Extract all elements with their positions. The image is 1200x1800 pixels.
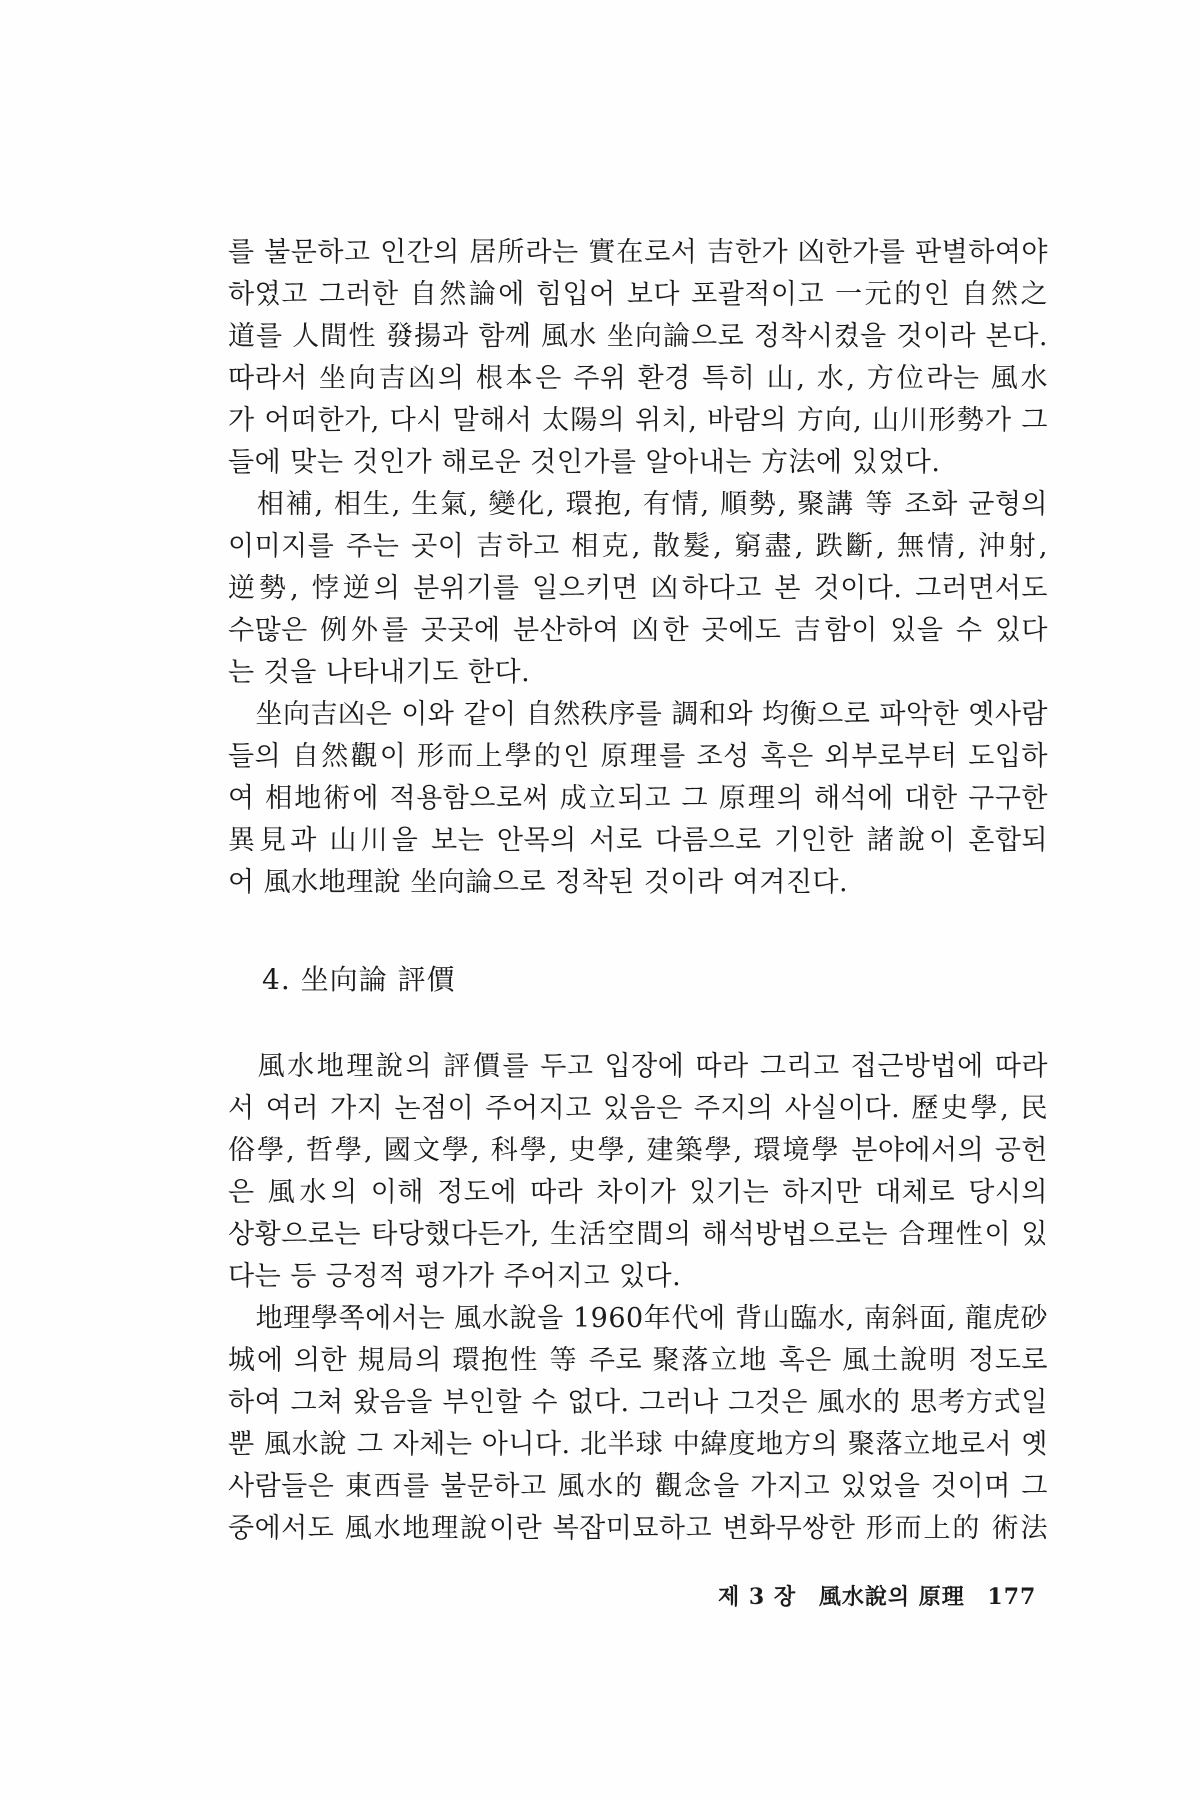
- text-line: 가 어떠한가, 다시 말해서 太陽의 위치, 바람의 方向, 山川形勢가 그: [228, 405, 1048, 436]
- paragraph-4: [228, 1046, 1048, 1298]
- text-line: 하였고 그러한 自然論에 힘입어 보다 포괄적이고 一元的인 自然之: [228, 279, 1048, 310]
- text-line: 道를 人間性 發揚과 함께 風水 坐向論으로 정착시켰을 것이라 본다.: [228, 321, 1048, 352]
- text-line: 는 것을 나타내기도 한다.: [228, 657, 531, 688]
- page-number: 177: [987, 1584, 1037, 1610]
- page-footer: [718, 1580, 1050, 1611]
- text-line: 중에서도 風水地理說이란 복잡미묘하고 변화무쌍한 形而上的 術法: [228, 1513, 1048, 1544]
- paragraph-2: [228, 484, 1048, 694]
- text-line: 어 風水地理說 坐向論으로 정착된 것이라 여겨진다.: [228, 867, 849, 898]
- text-line: 를 불문하고 인간의 居所라는 實在로서 吉한가 凶한가를 판별하여야: [228, 237, 1048, 268]
- text-line: 상황으로는 타당했다든가, 生活空間의 해석방법으로는 合理性이 있: [228, 1219, 1048, 1250]
- text-line: 相補, 相生, 生氣, 變化, 環抱, 有情, 順勢, 聚講 等 조화 균형의: [228, 489, 1048, 520]
- text-line: 俗學, 哲學, 國文學, 科學, 史學, 建築學, 環境學 분야에서의 공헌: [228, 1135, 1048, 1166]
- chapter-label: 제 3 장: [718, 1584, 797, 1610]
- text-line: 地理學쪽에서는 風水說을 1960年代에 背山臨水, 南斜面, 龍虎砂: [228, 1303, 1048, 1334]
- paragraph-3: [228, 694, 1048, 904]
- text-line: 들의 自然觀이 形而上學的인 原理를 조성 혹은 외부로부터 도입하: [228, 741, 1048, 772]
- text-line: 은 風水의 이해 정도에 따라 차이가 있기는 하지만 대체로 당시의: [228, 1177, 1048, 1208]
- text-line: 서 여러 가지 논점이 주어지고 있음은 주지의 사실이다. 歷史學, 民: [228, 1093, 1048, 1124]
- text-line: 사람들은 東西를 불문하고 風水的 觀念을 가지고 있었을 것이며 그: [228, 1471, 1048, 1502]
- paragraph-1: [228, 232, 1048, 484]
- text-line: 城에 의한 規局의 環抱性 等 주로 聚落立地 혹은 風土說明 정도로: [228, 1345, 1048, 1376]
- text-line: 異見과 山川을 보는 안목의 서로 다름으로 기인한 諸說이 혼합되: [228, 825, 1048, 856]
- text-line: 수많은 例外를 곳곳에 분산하여 凶한 곳에도 吉함이 있을 수 있다: [228, 615, 1048, 646]
- text-line: 風水地理說의 評價를 두고 입장에 따라 그리고 접근방법에 따라: [228, 1051, 1048, 1082]
- text-line: 따라서 坐向吉凶의 根本은 주위 환경 특히 山, 水, 方位라는 風水: [228, 363, 1048, 394]
- text-line: 여 相地術에 적용함으로써 成立되고 그 原理의 해석에 대한 구구한: [228, 783, 1048, 814]
- paragraph-5: [228, 1298, 1048, 1550]
- text-line: 들에 맞는 것인가 해로운 것인가를 알아내는 方法에 있었다.: [228, 447, 941, 478]
- chapter-title: 風水說의 原理: [818, 1584, 965, 1610]
- text-line: 坐向吉凶은 이와 같이 自然秩序를 調和와 均衡으로 파악한 옛사람: [228, 699, 1048, 730]
- text-line: 다는 등 긍정적 평가가 주어지고 있다.: [228, 1261, 682, 1292]
- text-line: 뿐 風水說 그 자체는 아니다. 北半球 中緯度地方의 聚落立地로서 옛: [228, 1429, 1048, 1460]
- section-heading: 4. 坐向論 評價: [262, 963, 456, 996]
- text-line: 이미지를 주는 곳이 吉하고 相克, 散髮, 窮盡, 跌斷, 無情, 沖射,: [228, 531, 1048, 562]
- text-line: 하여 그쳐 왔음을 부인할 수 없다. 그러나 그것은 風水的 思考方式일: [228, 1387, 1048, 1418]
- text-line: 逆勢, 悖逆의 분위기를 일으키면 凶하다고 본 것이다. 그러면서도: [228, 573, 1048, 604]
